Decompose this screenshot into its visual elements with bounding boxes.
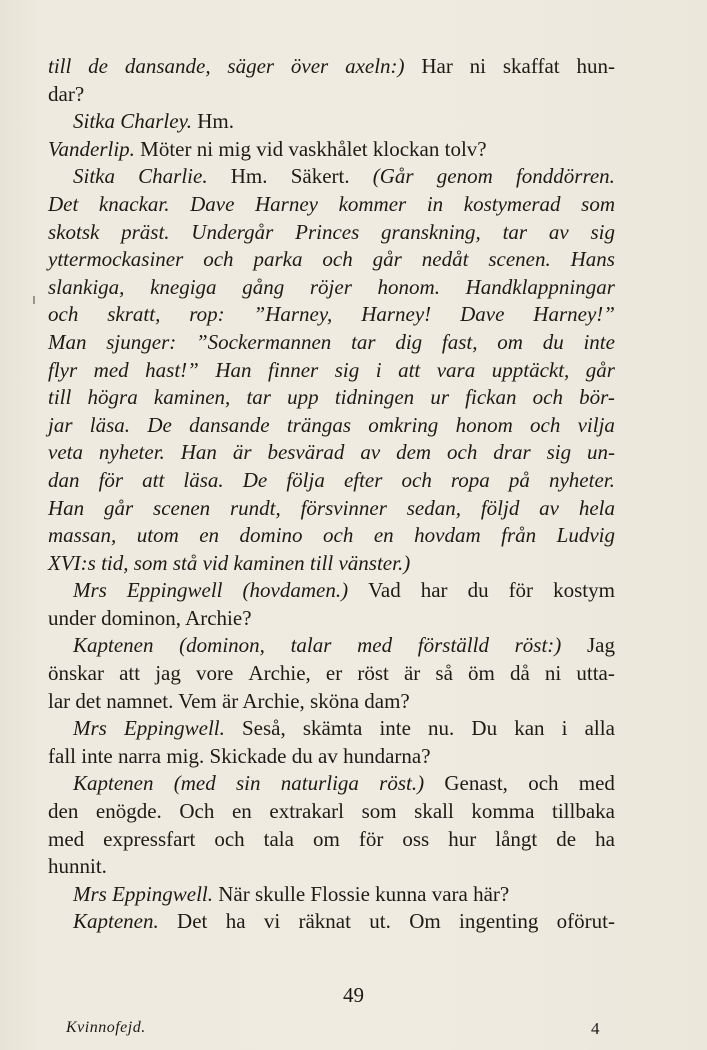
text-line [48, 826, 615, 854]
word: rundt, [229, 495, 281, 520]
text-line [48, 770, 615, 798]
word: då [509, 661, 530, 686]
word: sig [546, 440, 572, 465]
word: vilja [577, 412, 615, 437]
word: oförut- [556, 909, 615, 934]
word: knackar. [98, 191, 170, 216]
word: honom [455, 412, 513, 437]
word: honom. [377, 274, 440, 299]
word: Kaptenen. [73, 909, 159, 934]
word: och [48, 302, 79, 327]
text-line [48, 660, 615, 688]
word: vi [263, 909, 281, 934]
word: med [357, 633, 393, 658]
word: fickan [465, 385, 517, 410]
word: hela [578, 495, 615, 520]
word: Du [471, 716, 498, 741]
word: förställd [417, 633, 489, 658]
text-segment: under dominon, Archie? [48, 605, 252, 630]
word: Harney!” [533, 302, 615, 327]
word: un- [587, 440, 615, 465]
word: om [312, 826, 340, 851]
word: med [578, 771, 615, 796]
word: röst.) [379, 771, 425, 796]
text-segment: lar det namnet. Vem är Archie, sköna dam? [48, 688, 410, 713]
word: Mrs [73, 578, 107, 603]
word: (med [173, 771, 216, 796]
word: om [497, 329, 523, 354]
word: Harney! [361, 302, 432, 327]
word: alla [584, 716, 615, 741]
word: inte [379, 716, 411, 741]
word: sig [334, 357, 360, 382]
word: nyheter. [548, 467, 615, 492]
word: Mrs [73, 716, 107, 741]
word: nu. [428, 716, 455, 741]
word: domino [239, 523, 303, 548]
text-segment: XVI:s tid, som stå vid kaminen till vänster.) [48, 550, 411, 575]
word: Sitka [73, 164, 115, 189]
word: kan [514, 716, 545, 741]
word: Han [215, 357, 252, 382]
word: upptäckt, [491, 357, 570, 382]
word: dansande, [124, 54, 211, 78]
word: knegiga [150, 274, 217, 299]
word: med [48, 826, 85, 851]
text-line [48, 439, 615, 467]
word: komma [471, 799, 535, 824]
page-number: 49 [343, 983, 364, 1007]
text-line [48, 357, 615, 385]
word: Har [421, 54, 453, 78]
word: Han [180, 440, 217, 465]
text-line [48, 467, 615, 495]
word: (dominon, [179, 633, 265, 658]
text-line [48, 908, 615, 936]
word: kommer [338, 191, 407, 216]
word: dansande [189, 412, 270, 437]
word: präst. [121, 219, 170, 244]
word: till [48, 385, 72, 410]
word: axeln:) [345, 54, 405, 78]
word: och [323, 523, 354, 548]
word: veta [48, 440, 83, 465]
word: skratt, [107, 302, 161, 327]
text-line [48, 191, 615, 219]
word: är [232, 440, 252, 465]
word: och [532, 385, 563, 410]
word: finner [268, 357, 319, 382]
word: ropa [450, 467, 490, 492]
word: och [528, 771, 559, 796]
word: för [98, 467, 124, 492]
word: skall [414, 799, 454, 824]
word: har [420, 578, 448, 603]
text-line [48, 632, 615, 660]
word: de [556, 826, 577, 851]
word: dem [396, 440, 432, 465]
word: trängas [286, 412, 352, 437]
text-line [48, 108, 615, 136]
word: önskar [48, 661, 104, 686]
word: efter [343, 467, 383, 492]
word: röst [357, 661, 389, 686]
text-segment: Mrs Eppingwell. [73, 881, 213, 906]
text-line [48, 274, 615, 302]
word: yttermockasiner [48, 247, 184, 272]
text-line [48, 798, 615, 826]
word: ha [225, 909, 246, 934]
word: som [361, 799, 397, 824]
word: Princes [295, 219, 360, 244]
word: Genast, [444, 771, 508, 796]
text-segment: Vanderlip. [48, 136, 135, 161]
word: att [119, 661, 141, 686]
word: av [548, 219, 569, 244]
word: hovdam [414, 523, 481, 548]
word: fonddörren. [515, 164, 615, 189]
word: talar [290, 633, 332, 658]
word: Ludvig [556, 523, 615, 548]
word: sjunger: [106, 329, 177, 354]
word: Harney [254, 191, 318, 216]
word: så [435, 661, 453, 686]
word: sin [235, 771, 261, 796]
text-line [48, 605, 615, 633]
word: slankiga, [48, 274, 125, 299]
word: dan [48, 467, 80, 492]
word: till [48, 54, 72, 78]
text-line [48, 853, 615, 881]
word: extrakarl [269, 799, 344, 824]
text-line [48, 743, 615, 771]
word: ”Harney, [253, 302, 333, 327]
word: hun- [576, 54, 615, 78]
word: att [398, 357, 421, 382]
word: i [561, 716, 568, 741]
word: Kaptenen [73, 771, 154, 796]
text-segment: fall inte narra mig. Skickade du av hundarna? [48, 743, 431, 768]
word: skämta [302, 716, 363, 741]
word: Eppingwell. [123, 716, 225, 741]
text-segment: hunnit. [48, 854, 107, 879]
text-line [48, 163, 615, 191]
word: Det [177, 909, 208, 934]
word: är [403, 661, 421, 686]
word: i [375, 357, 382, 382]
word: gång [242, 274, 285, 299]
word: hast!” [145, 357, 199, 382]
word: tidningen [334, 385, 415, 410]
word: för [508, 578, 534, 603]
word: Man [48, 329, 87, 354]
text-line [48, 577, 615, 605]
word: en [231, 799, 252, 824]
margin-mark [33, 296, 35, 304]
text-line [48, 688, 615, 716]
word: er [325, 661, 343, 686]
word: De [147, 412, 172, 437]
word: skaffat [502, 54, 560, 78]
text-segment: Hm. [192, 109, 234, 134]
word: oss [402, 826, 430, 851]
text-line [48, 384, 615, 412]
text-line [48, 136, 615, 164]
word: läsa. [89, 412, 131, 437]
word: de [88, 54, 108, 78]
word: genom [436, 164, 493, 189]
word: att [142, 467, 165, 492]
word: Vad [368, 578, 401, 603]
word: och [203, 247, 234, 272]
word: kostym [553, 578, 615, 603]
word: utom [136, 523, 179, 548]
text-line [48, 550, 615, 578]
word: med [93, 357, 129, 382]
word: Archie, [248, 661, 311, 686]
word: långt [495, 826, 538, 851]
word: Kaptenen [73, 633, 154, 658]
word: går [372, 247, 402, 272]
word: du [542, 329, 564, 354]
word: den [48, 799, 79, 824]
word: Seså, [241, 716, 286, 741]
word: De [242, 467, 268, 492]
word: ”Sockermannen [196, 329, 332, 354]
word: omkring [368, 412, 439, 437]
word: sig [590, 219, 615, 244]
word: massan, [48, 523, 117, 548]
word: Dave [460, 302, 505, 327]
text-line [48, 301, 615, 329]
word: ur [430, 385, 449, 410]
word: bör- [579, 385, 615, 410]
signature-number: 4 [591, 1019, 600, 1038]
text-line [48, 329, 615, 357]
word: Och [179, 799, 215, 824]
text-line [48, 495, 615, 523]
word: besvärad [267, 440, 345, 465]
text-line [48, 412, 615, 440]
word: av [539, 495, 559, 520]
body-text [48, 53, 615, 936]
word: in [426, 191, 444, 216]
word: scenen. [488, 247, 551, 272]
word: ni [469, 54, 487, 78]
word: följd [480, 495, 520, 520]
text-line [48, 246, 615, 274]
word: och [401, 467, 432, 492]
text-segment: Möter ni mig vid vaskhålet klockan tolv? [134, 136, 487, 161]
word: tillbaka [552, 799, 615, 824]
word: Hm. [230, 164, 268, 189]
text-line [48, 219, 615, 247]
word: ha [595, 826, 615, 851]
word: Handklappningar [465, 274, 615, 299]
word: inte [583, 329, 615, 354]
word: följa [286, 467, 325, 492]
word: öm [468, 661, 495, 686]
word: Han [48, 495, 85, 520]
word: på [508, 467, 530, 492]
word: Om [409, 909, 441, 934]
word: som [581, 191, 615, 216]
text-line [48, 81, 615, 109]
word: Charlie. [138, 164, 208, 189]
word: och [322, 247, 353, 272]
word: Undergår [191, 219, 274, 244]
word: röst:) [514, 633, 562, 658]
text-line [48, 522, 615, 550]
word: tar [246, 385, 271, 410]
word: Jag [586, 633, 615, 658]
word: räknat [298, 909, 351, 934]
word: röjer [309, 274, 352, 299]
word: nyheter. [98, 440, 165, 465]
word: du [467, 578, 489, 603]
signature-title: Kvinnofejd. [66, 1019, 146, 1036]
word: enögde. [95, 799, 162, 824]
word: tar [351, 329, 376, 354]
word: ingenting [459, 909, 539, 934]
word: säger [227, 54, 275, 78]
text-segment: När skulle Flossie kunna vara här? [213, 881, 510, 906]
word: fast, [441, 329, 478, 354]
text-line [48, 715, 615, 743]
word: av [360, 440, 381, 465]
word: Det [48, 191, 79, 216]
word: vore [195, 661, 234, 686]
word: parka [253, 247, 303, 272]
word: Hans [570, 247, 615, 272]
word: och [530, 412, 561, 437]
word: går [585, 357, 615, 382]
word: upp [287, 385, 319, 410]
word: från [501, 523, 537, 548]
word: en [373, 523, 394, 548]
word: sedan, [406, 495, 461, 520]
word: dig [395, 329, 423, 354]
word: nedåt [421, 247, 469, 272]
word: kostymerad [463, 191, 561, 216]
word: jar [48, 412, 73, 437]
word: ni [544, 661, 562, 686]
word: ut. [369, 909, 391, 934]
word: utta- [576, 661, 615, 686]
text-segment: Sitka Charley. [73, 109, 192, 134]
word: hur [448, 826, 477, 851]
word: försvinner [300, 495, 387, 520]
word: skotsk [48, 219, 100, 244]
word: naturliga [280, 771, 359, 796]
word: går [104, 495, 134, 520]
word: rop: [189, 302, 225, 327]
text-line [48, 53, 615, 81]
word: flyr [48, 357, 78, 382]
word: och [447, 440, 478, 465]
text-line [48, 881, 615, 909]
word: en [199, 523, 220, 548]
word: över [290, 54, 329, 78]
word: (Går [372, 164, 414, 189]
word: scenen [153, 495, 211, 520]
word: och [214, 826, 245, 851]
word: Säkert. [290, 164, 350, 189]
word: (hovdamen.) [242, 578, 349, 603]
word: Eppingwell [126, 578, 223, 603]
word: kaminen, [153, 385, 231, 410]
text-segment: dar? [48, 81, 85, 106]
word: granskning, [381, 219, 481, 244]
word: läsa. [183, 467, 224, 492]
word: tala [263, 826, 294, 851]
word: expressfart [103, 826, 196, 851]
word: drar [493, 440, 531, 465]
word: jag [155, 661, 181, 686]
word: tar [502, 219, 528, 244]
word: högra [87, 385, 138, 410]
word: Dave [190, 191, 235, 216]
word: för [358, 826, 384, 851]
word: vara [436, 357, 476, 382]
